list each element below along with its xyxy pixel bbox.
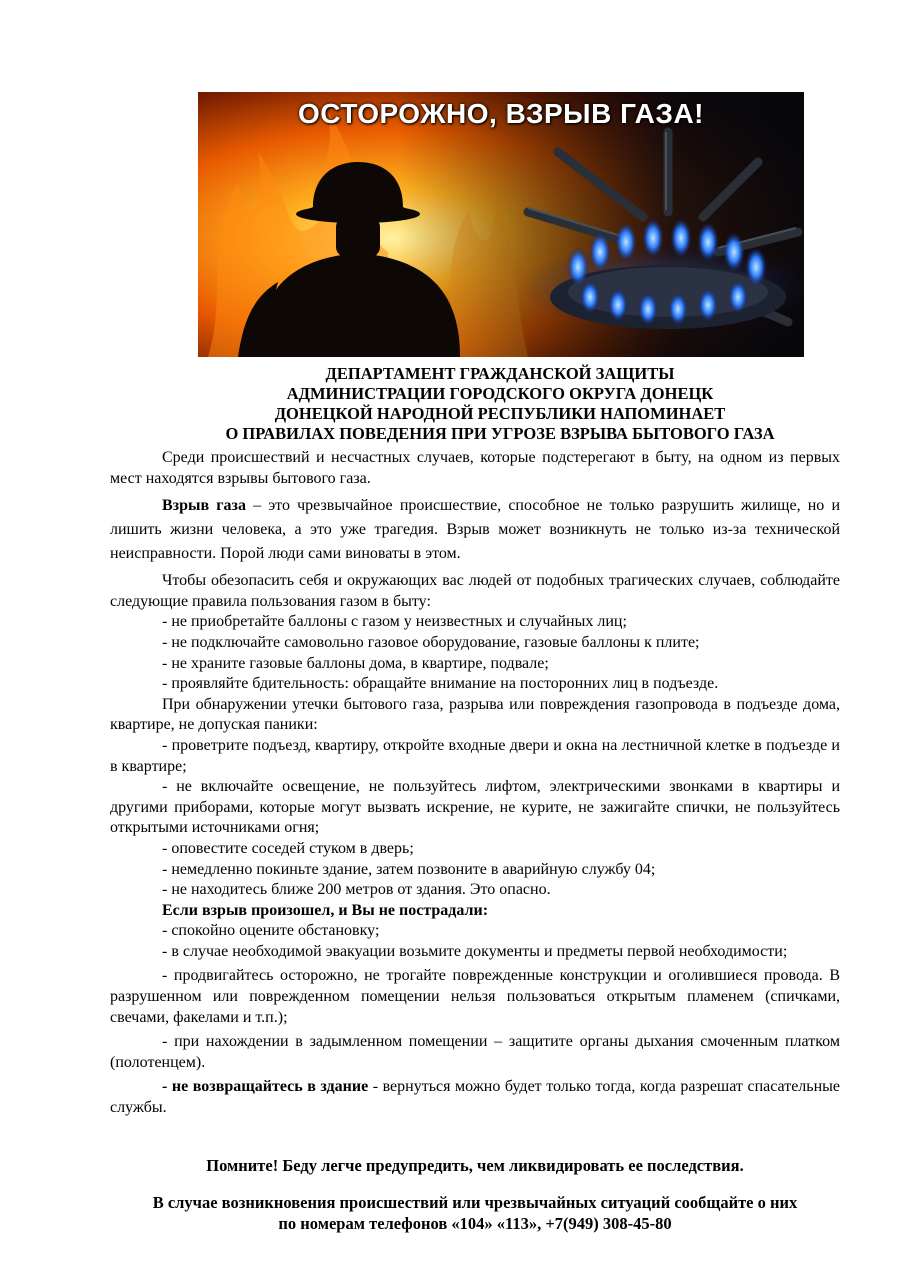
contact-info — [70, 1192, 880, 1234]
leak-step: - не находитесь ближе 200 метров от здания. Это опасно. — [162, 881, 551, 899]
remember-note: Помните! Беду легче предупредить, чем ликвидировать ее последствия. — [206, 1156, 744, 1175]
heading-line-2: АДМИНИСТРАЦИИ ГОРОДСКОГО ОКРУГА ДОНЕЦК — [286, 384, 714, 403]
heading-line-3: ДОНЕЦКОЙ НАРОДНОЙ РЕСПУБЛИКИ НАПОМИНАЕТ — [274, 404, 726, 423]
definition-paragraph — [110, 494, 840, 566]
rule-item: - не храните газовые баллоны дома, в квартире, подвале; — [162, 654, 549, 672]
explosion-step: - при нахождении в задымленном помещении – защитите органы дыхания смоченным платком (полотенцем). — [110, 1033, 840, 1071]
leak-step: - проветрите подъезд, квартиру, откройте входные двери и окна на лестничной клетке в подъезде и в квартире; — [110, 736, 840, 775]
explosion-step: - в случае необходимой эвакуации возьмите документы и предметы первой необходимости; — [162, 942, 788, 960]
contact-line-1: В случае возникновения происшествий или чрезвычайных ситуаций сообщайте о них — [152, 1193, 798, 1212]
document-body — [110, 448, 840, 1119]
heading-line-4: О ПРАВИЛАХ ПОВЕДЕНИЯ ПРИ УГРОЗЕ ВЗРЫВА БЫТОВОГО ГАЗА — [225, 424, 775, 443]
explosion-heading — [110, 901, 840, 922]
rule-item: - не подключайте самовольно газовое оборудование, газовые баллоны к плите; — [162, 633, 700, 651]
leak-step: - немедленно покиньте здание, затем позвоните в аварийную службу 04; — [162, 860, 656, 878]
explosion-step: - продвигайтесь осторожно, не трогайте поврежденные конструкции и оголившиеся провода. В разрушенном или поврежденном помещении нельзя пользоваться открытым пламенем (спичками, свечами, факелами и т.п.); — [110, 967, 840, 1026]
rule-item: - не приобретайте баллоны с газом у неизвестных и случайных лиц; — [162, 613, 627, 631]
rules-intro-paragraph: Чтобы обезопасить себя и окружающих вас людей от подобных трагических случаев, соблюдайте следующие правила пользования газом в быту: — [110, 572, 840, 610]
contact-line-2: по номерам телефонов «104» «113», +7(949) 308-45-80 — [278, 1214, 672, 1233]
explosion-heading-text: Если взрыв произошел, и Вы не пострадали: — [162, 901, 489, 919]
banner-title: ОСТОРОЖНО, ВЗРЫВ ГАЗА! — [298, 98, 704, 129]
banner-illustration — [198, 92, 804, 357]
leak-step: - оповестите соседей стуком в дверь; — [162, 839, 414, 857]
leak-step: - не включайте освещение, не пользуйтесь лифтом, электрическими звонками в квартиры и другими приборами, которые могут вызвать искрение, не курите, не зажигайте спички, не пользуйтесь открытыми источниками огня; — [110, 778, 840, 837]
document-heading — [110, 364, 890, 444]
explosion-step-last — [110, 1077, 840, 1118]
definition-term: Взрыв газа — [162, 497, 246, 515]
last-step-text: - вернуться можно будет только тогда, когда разрешат спасательные службы. — [110, 1078, 841, 1117]
last-step-bold: - не возвращайтесь в здание — [162, 1078, 369, 1096]
banner-image — [198, 92, 804, 357]
intro-paragraph: Среди происшествий и несчастных случаев, которые подстерегают в быту, на одном из первых мест находятся взрывы бытового газа. — [110, 449, 840, 487]
explosion-step: - спокойно оцените обстановку; — [162, 922, 380, 940]
leak-intro-paragraph: При обнаружении утечки бытового газа, разрыва или повреждения газопровода в подъезде дома, квартире, не допуская паники: — [110, 695, 840, 734]
heading-line-1: ДЕПАРТАМЕНТ ГРАЖДАНСКОЙ ЗАЩИТЫ — [325, 364, 675, 383]
rule-item: - проявляйте бдительность: обращайте внимание на посторонних лиц в подъезде. — [162, 675, 719, 693]
definition-text: – это чрезвычайное происшествие, способное не только разрушить жилище, но и лишить жизни человека, а это уже трагедия. Взрыв может возникнуть не только из-за технической неисправности. Порой люди сами виноваты в этом. — [110, 497, 841, 563]
